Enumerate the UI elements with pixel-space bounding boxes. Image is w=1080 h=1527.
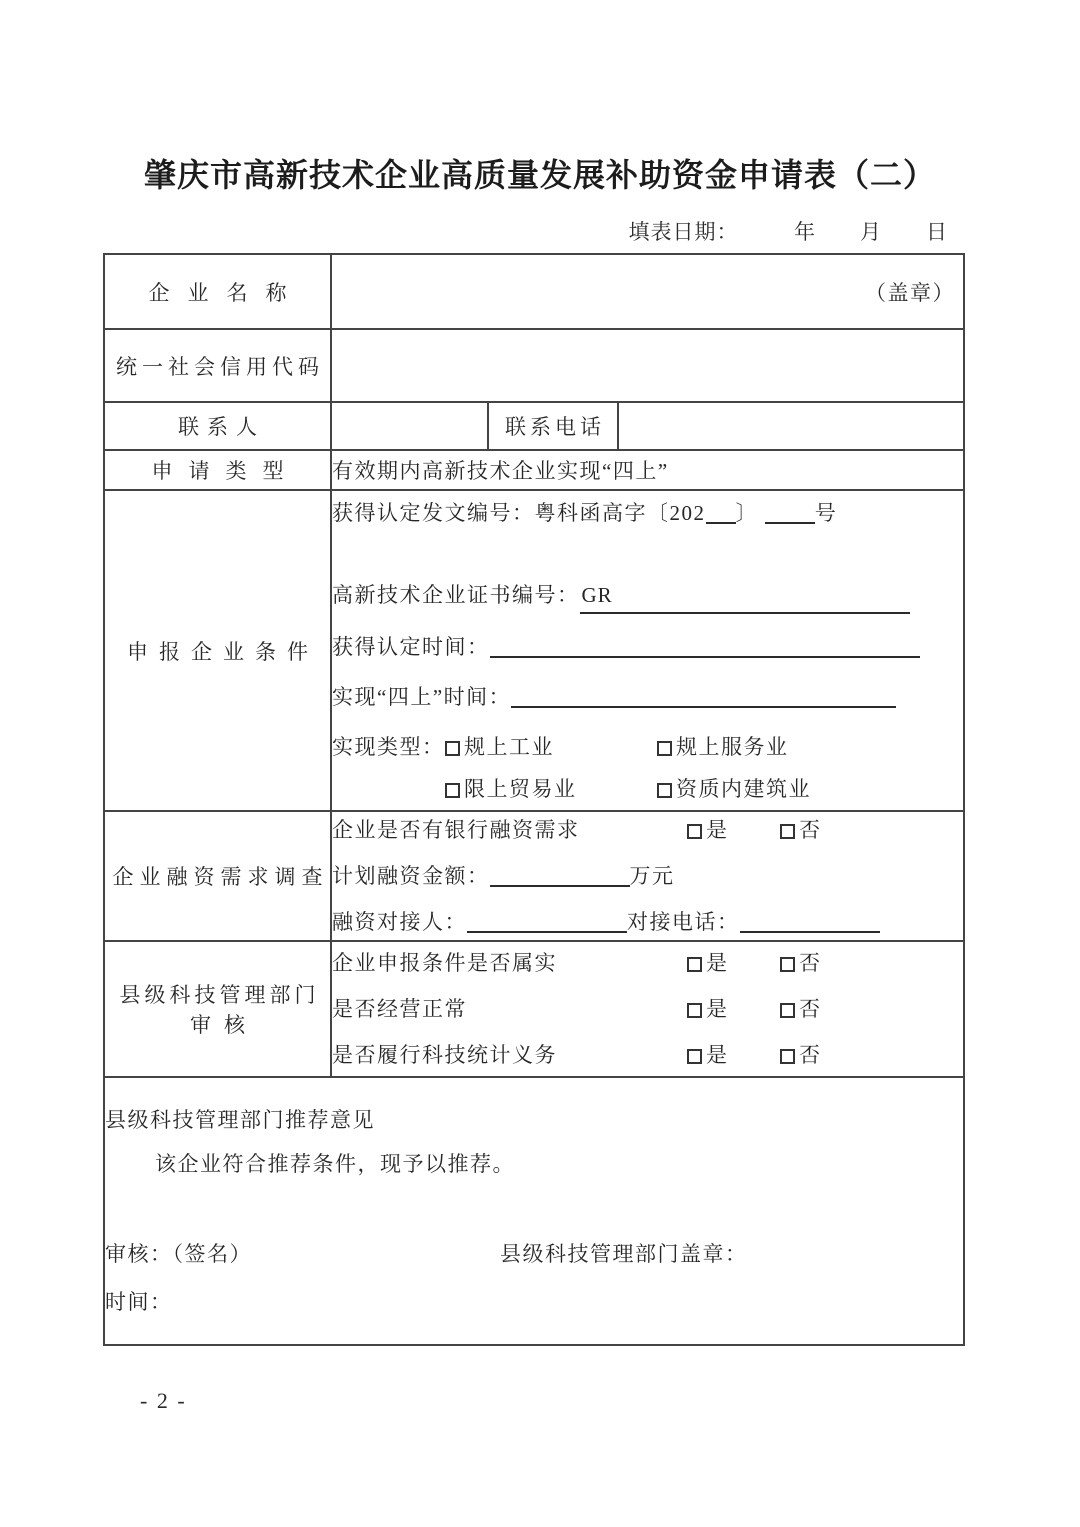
contact-person-value <box>331 402 488 450</box>
financing-need-question: 企业是否有银行融资需求 <box>332 818 580 842</box>
realization-type-label: 实现类型： <box>332 734 445 759</box>
four-up-time-line <box>332 680 963 714</box>
reviewer-signature-label: 审核：（签名） <box>105 1242 252 1266</box>
review-question-line <box>332 1038 963 1072</box>
company-name-cell <box>331 254 964 329</box>
review-question-line <box>332 946 963 980</box>
table-row-conditions <box>104 490 964 811</box>
approval-time-label: 获得认定时间： <box>332 634 490 659</box>
table-row-recommendation <box>104 1077 964 1345</box>
no-option <box>780 818 822 842</box>
yes-option <box>687 813 780 847</box>
yes-option <box>687 946 780 980</box>
checkbox-icon <box>780 1003 795 1018</box>
conditions-content <box>331 490 964 811</box>
checkbox-icon <box>687 824 702 839</box>
type-option-label: 资质内建筑业 <box>676 776 811 801</box>
checkbox-icon <box>780 1049 795 1064</box>
financing-amount-unit: 万元 <box>629 864 675 888</box>
checkbox-icon <box>445 741 460 756</box>
contact-person-label: 联系人 <box>104 402 331 450</box>
table-row-contact <box>104 402 964 450</box>
four-up-time-blank-field <box>511 688 896 708</box>
county-review-label-line2: 审核 <box>190 1013 258 1037</box>
financing-amount-blank-field <box>490 867 630 887</box>
yes-label: 是 <box>706 951 729 975</box>
checkbox-icon <box>657 741 672 756</box>
no-label: 否 <box>799 997 822 1021</box>
checkbox-icon <box>780 824 795 839</box>
year-blank-field <box>706 504 736 524</box>
financing-contact-line <box>332 905 963 939</box>
recommendation-sign-line <box>105 1237 963 1271</box>
checkbox-icon <box>657 783 672 798</box>
checkbox-icon <box>687 1049 702 1064</box>
checkbox-icon <box>687 957 702 972</box>
approval-doc-number-prefix: 获得认定发文编号：粤科函高字〔202 <box>332 500 706 525</box>
financing-amount-line <box>332 859 963 893</box>
table-row-credit-code <box>104 329 964 402</box>
financing-phone-blank-field <box>740 913 880 933</box>
conditions-label: 申报企业条件 <box>104 490 331 811</box>
realization-type-line-1 <box>332 730 963 764</box>
yes-option <box>687 992 780 1026</box>
no-option <box>780 951 822 975</box>
yes-label: 是 <box>706 997 729 1021</box>
checkbox-icon <box>687 1003 702 1018</box>
contact-phone-value <box>618 402 964 450</box>
seal-hint: （盖章） <box>865 280 956 305</box>
financing-phone-label: 对接电话： <box>627 910 740 934</box>
fill-date-line: 填表日期： 年 月 日 <box>628 220 948 244</box>
application-type-value: 有效期内高新技术企业实现“四上” <box>331 450 964 490</box>
review-question: 企业申报条件是否属实 <box>332 951 557 975</box>
table-row-financing <box>104 811 964 941</box>
type-option-label: 规上服务业 <box>676 734 789 759</box>
yes-option <box>687 1038 780 1072</box>
table-row-application-type <box>104 450 964 490</box>
no-option <box>780 997 822 1021</box>
yes-label: 是 <box>706 818 729 842</box>
county-review-label-line1: 县级科技管理部门 <box>119 983 320 1007</box>
recommendation-body: 该企业符合推荐条件，现予以推荐。 <box>155 1152 515 1176</box>
credit-code-label: 统一社会信用代码 <box>104 329 331 402</box>
type-option-industry <box>445 730 657 764</box>
type-option-trade <box>445 772 657 806</box>
certificate-number-label: 高新技术企业证书编号： <box>332 582 580 607</box>
recommendation-content <box>104 1077 964 1345</box>
credit-code-value <box>331 329 964 402</box>
approval-time-line <box>332 630 963 664</box>
contact-phone-label: 联系电话 <box>488 402 618 450</box>
review-question: 是否履行科技统计义务 <box>332 1043 557 1067</box>
recommendation-title: 县级科技管理部门推荐意见 <box>105 1108 375 1132</box>
recommendation-time-label: 时间： <box>105 1290 173 1314</box>
approval-doc-number-line <box>332 496 963 530</box>
table-row-company <box>104 254 964 329</box>
realization-type-line-2 <box>445 772 963 806</box>
approval-time-blank-field <box>490 638 920 658</box>
application-form-table <box>103 253 965 1346</box>
certificate-number-field: GR <box>580 578 910 614</box>
checkbox-icon <box>780 957 795 972</box>
financing-amount-label: 计划融资金额： <box>332 864 490 888</box>
company-name-label: 企业名称 <box>104 254 331 329</box>
table-row-county-review <box>104 941 964 1077</box>
financing-need-line <box>332 813 963 847</box>
doc-number-blank-field <box>765 504 815 524</box>
review-question-line <box>332 992 963 1026</box>
four-up-time-label: 实现“四上”时间： <box>332 684 512 709</box>
financing-contact-blank-field <box>467 913 627 933</box>
no-option <box>780 1043 822 1067</box>
no-label: 否 <box>799 1043 822 1067</box>
county-review-label <box>104 941 331 1077</box>
review-question: 是否经营正常 <box>332 997 467 1021</box>
page-title: 肇庆市高新技术企业高质量发展补助资金申请表（二） <box>143 157 936 193</box>
approval-doc-number-bracket: 〕 <box>735 500 758 525</box>
approval-doc-number-suffix: 号 <box>814 500 838 525</box>
financing-contact-label: 融资对接人： <box>332 910 467 934</box>
no-label: 否 <box>799 818 822 842</box>
certificate-number-line <box>332 578 963 614</box>
type-option-label: 限上贸易业 <box>464 776 577 801</box>
county-review-content <box>331 941 964 1077</box>
type-option-label: 规上工业 <box>464 734 554 759</box>
no-label: 否 <box>799 951 822 975</box>
yes-label: 是 <box>706 1043 729 1067</box>
application-type-label: 申请类型 <box>104 450 331 490</box>
page-number: - 2 - <box>140 1388 187 1413</box>
type-option-construction <box>657 777 811 801</box>
checkbox-icon <box>445 783 460 798</box>
department-seal-label: 县级科技管理部门盖章： <box>500 1242 748 1266</box>
type-option-service <box>657 735 789 759</box>
financing-survey-label: 企业融资需求调查 <box>104 811 331 941</box>
financing-content <box>331 811 964 941</box>
